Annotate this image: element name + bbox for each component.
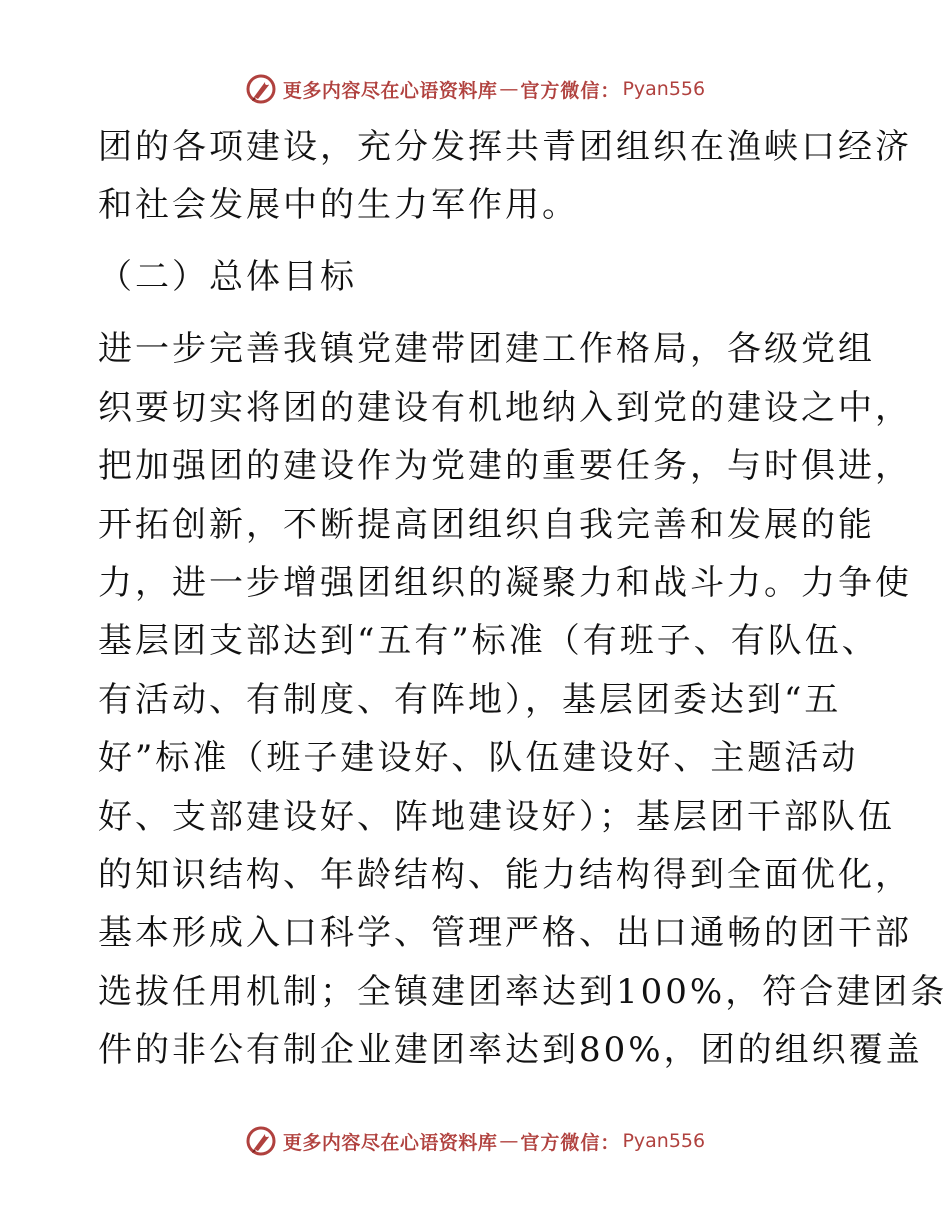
watermark-wechat-id: Pyan556 <box>622 78 706 100</box>
watermark-wechat-id: Pyan556 <box>622 1130 706 1152</box>
document-body <box>98 124 948 1085</box>
text-line: 把加强团的建设作为党建的重要任务，与时俱进， <box>98 446 912 487</box>
text-line: 团的各项建设，充分发挥共青团组织在渔峡口经济 <box>98 127 912 167</box>
text-line: 力，进一步增强团组织的凝聚力和战斗力。力争使 <box>98 562 912 603</box>
watermark-brand: 更多内容尽在心语资料库 <box>282 79 498 102</box>
text-line: 件的非公有制企业建团率达到80%，团的组织覆盖 <box>98 1030 923 1071</box>
text-line: 的知识结构、年龄结构、能力结构得到全面优化， <box>98 854 912 895</box>
text-line: 基本形成入口科学、管理严格、出口通畅的团干部 <box>98 913 912 954</box>
text-line: 好、支部建设好、阵地建设好）；基层团干部队伍 <box>98 796 895 837</box>
watermark-footer <box>0 1124 950 1158</box>
text-line: 织要切实将团的建设有机地纳入到党的建设之中， <box>98 387 912 428</box>
text-line: 选拔任用机制；全镇建团率达到100%，符合建团条 <box>98 971 948 1012</box>
watermark-header <box>0 72 950 106</box>
watermark-separator: — <box>499 78 519 100</box>
text-line: 有活动、有制度、有阵地），基层团委达到“五 <box>98 679 842 720</box>
text-line: 好”标准（班子建设好、队伍建设好、主题活动 <box>98 738 859 779</box>
watermark-brand: 更多内容尽在心语资料库 <box>282 1131 498 1154</box>
text-line: 开拓创新，不断提高团组织自我完善和发展的能 <box>98 504 875 545</box>
pen-logo-icon <box>245 1125 277 1157</box>
watermark-label: 官方微信： <box>520 79 621 102</box>
pen-logo-icon <box>245 73 277 105</box>
text-line: 基层团支部达到“五有”标准（有班子、有队伍、 <box>98 621 879 662</box>
text-line: 和社会发展中的生力军作用。 <box>98 185 579 226</box>
section-heading: （二）总体目标 <box>98 257 357 298</box>
text-line: 进一步完善我镇党建带团建工作格局，各级党组 <box>98 329 875 370</box>
watermark-separator: — <box>499 1130 519 1152</box>
watermark-label: 官方微信： <box>520 1131 621 1154</box>
